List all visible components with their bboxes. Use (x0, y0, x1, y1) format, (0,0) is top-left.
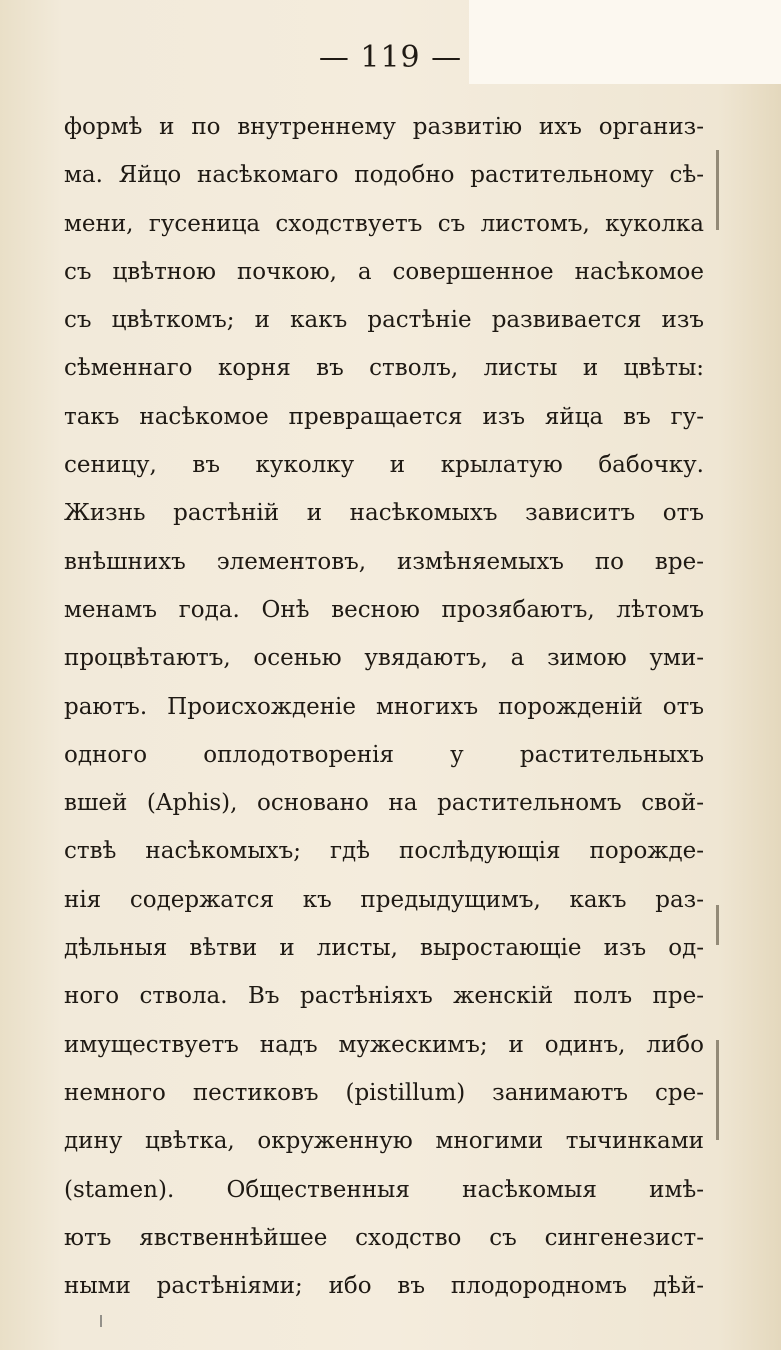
bottom-mark (100, 1315, 102, 1327)
text-line: съ цвѣтною почкою, а совершенное насѣкомое (64, 258, 704, 285)
text-line: сѣменнаго корня въ стволъ, листы и цвѣты: (64, 355, 704, 382)
text-line: внѣшнихъ элементовъ, измѣняемыхъ по вре- (64, 548, 704, 575)
text-line: ными растѣніями; ибо въ плодородномъ дѣй- (64, 1273, 704, 1300)
text-line: ютъ явственнѣйшее сходство съ сингенезист- (64, 1224, 704, 1251)
text-line: раютъ. Происхожденіе многихъ порожденій отъ (64, 693, 704, 720)
text-line: дину цвѣтка, окруженную многими тычинками (64, 1128, 704, 1155)
text-line: ма. Яйцо насѣкомаго подобно растительному сѣ- (64, 162, 704, 189)
text-line: Жизнь растѣній и насѣкомыхъ зависитъ отъ (64, 500, 704, 527)
text-line: нія содержатся къ предыдущимъ, какъ раз- (64, 886, 704, 913)
text-line: мени, гусеница сходствуетъ съ листомъ, куколка (64, 210, 704, 237)
text-line: (stamen). Общественныя насѣкомыя имѣ- (64, 1176, 704, 1203)
page-number: — 119 — (318, 40, 463, 75)
text-line: процвѣтаютъ, осенью увядаютъ, а зимою уми- (64, 645, 704, 672)
text-line: одного оплодотворенія у растительныхъ (64, 741, 704, 768)
margin-mark (716, 150, 719, 230)
margin-mark (716, 905, 719, 945)
text-line: формѣ и по внутреннему развитію ихъ организ- (64, 114, 704, 140)
text-line: ствѣ насѣкомыхъ; гдѣ послѣдующія порожде- (64, 838, 704, 865)
text-line: такъ насѣкомое превращается изъ яйца въ гу- (64, 403, 704, 430)
margin-mark (716, 1040, 719, 1140)
text-line: немного пестиковъ (pistillum) занимаютъ сре- (64, 1079, 704, 1106)
text-line: ного ствола. Въ растѣніяхъ женскій полъ пре- (64, 983, 704, 1010)
text-line: вшей (Aphis), основано на растительномъ свой- (64, 790, 704, 817)
text-line: съ цвѣткомъ; и какъ растѣніе развивается изъ (64, 307, 704, 334)
body-text (64, 103, 704, 1310)
text-line: дѣльныя вѣтви и листы, выростающіе изъ од- (64, 935, 704, 962)
text-line: имуществуетъ надъ мужескимъ; и одинъ, либо (64, 1031, 704, 1058)
text-line: сеницу, въ куколку и крылатую бабочку. (64, 452, 704, 479)
text-line: менамъ года. Онѣ весною прозябаютъ, лѣтомъ (64, 596, 704, 623)
